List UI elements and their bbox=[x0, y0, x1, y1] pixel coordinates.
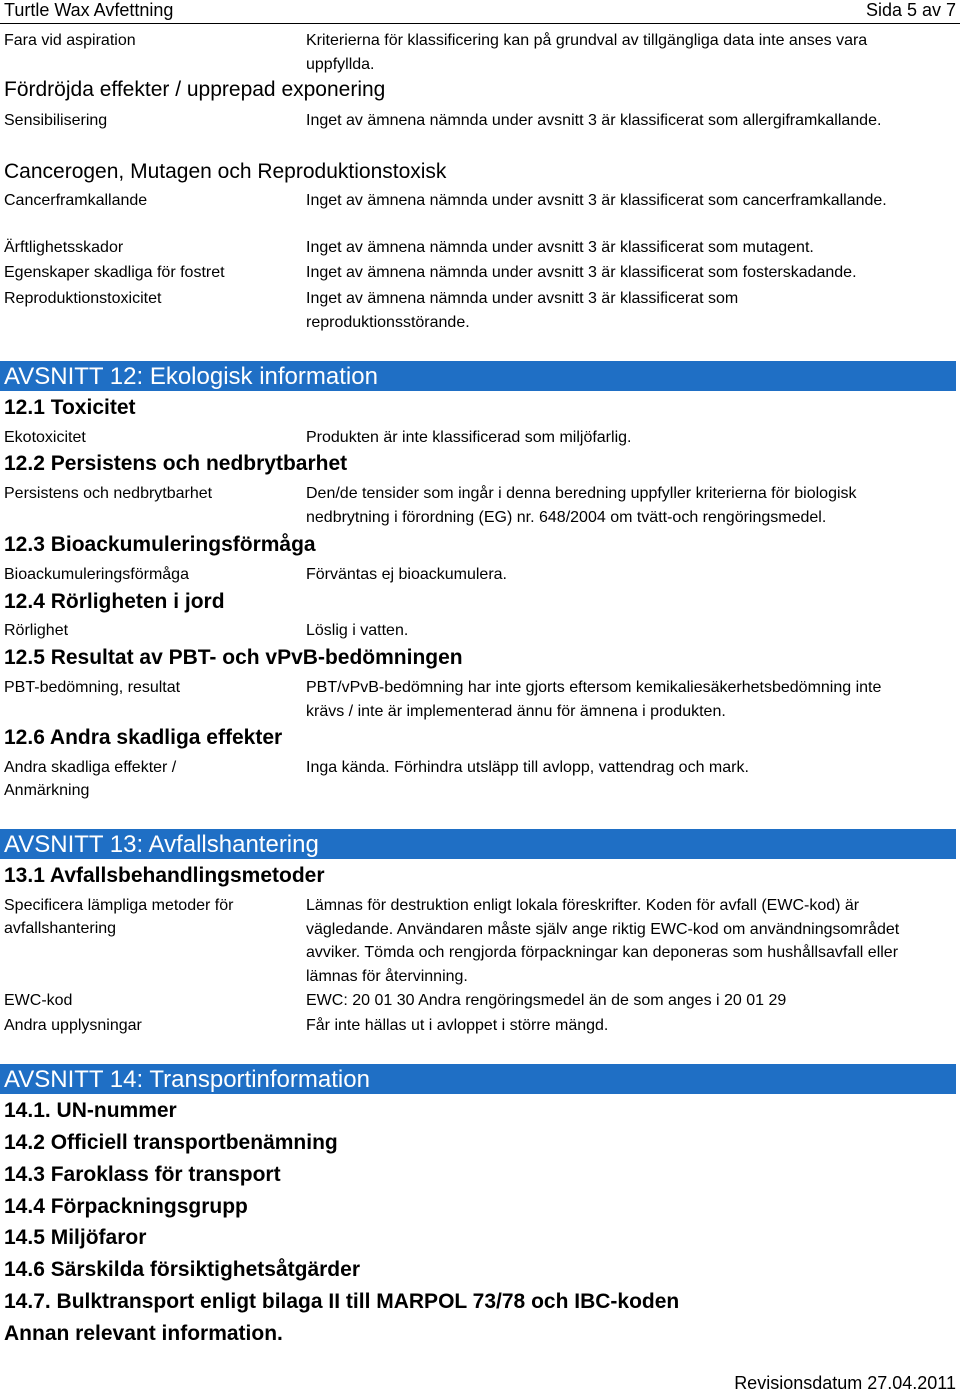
other-effects-label: Andra skadliga effekter / Anmärkning bbox=[4, 759, 177, 799]
fetotoxic-label: Egenskaper skadliga för fostret bbox=[4, 264, 225, 281]
bioaccumulation-label: Bioackumuleringsförmåga bbox=[4, 566, 189, 583]
bioaccumulation-heading: 12.3 Bioackumuleringsförmåga bbox=[4, 533, 316, 556]
waste-methods-heading: 13.1 Avfallsbehandlingsmetoder bbox=[4, 864, 325, 887]
other-effects-value: Inga kända. Förhindra utsläpp till avlopp, vattendrag och mark. bbox=[306, 759, 749, 776]
mutagenic-label: Ärftlighetsskador bbox=[4, 239, 124, 256]
fetotoxic-value: Inget av ämnena nämnda under avsnitt 3 är klassificerat som fosterskadande. bbox=[306, 264, 857, 281]
document-title: Turtle Wax Avfettning bbox=[4, 0, 174, 20]
pbt-value: PBT/vPvB-bedömning har inte gjorts eftersom kemikaliesäkerhetsbedömning inte krävs / inte är implementerad ännu för ämnena i produkten. bbox=[306, 679, 882, 720]
ecotoxicity-label: Ekotoxicitet bbox=[4, 429, 86, 446]
section-14-title: AVSNITT 14: Transportinformation bbox=[0, 1064, 956, 1094]
reprotoxic-value: Inget av ämnena nämnda under avsnitt 3 är klassificerat som reproduktionsstörande. bbox=[306, 290, 739, 331]
sensitization-label: Sensibilisering bbox=[4, 112, 108, 129]
shipping-name-heading: 14.2 Officiell transportbenämning bbox=[4, 1131, 338, 1154]
reprotoxic-label: Reproduktionstoxicitet bbox=[4, 290, 162, 307]
packing-group-heading: 14.4 Förpackningsgrupp bbox=[4, 1195, 248, 1218]
other-relevant-info-heading: Annan relevant information. bbox=[4, 1322, 283, 1345]
aspiration-label: Fara vid aspiration bbox=[4, 32, 136, 49]
revision-date: Revisionsdatum 27.04.2011 bbox=[734, 1373, 956, 1393]
special-precautions-heading: 14.6 Särskilda försiktighetsåtgärder bbox=[4, 1258, 360, 1281]
pbt-heading: 12.5 Resultat av PBT- och vPvB-bedömningen bbox=[4, 646, 463, 669]
cmr-heading: Cancerogen, Mutagen och Reproduktionstoxisk bbox=[4, 160, 447, 183]
page-number: Sida 5 av 7 bbox=[865, 0, 956, 20]
carcinogenic-label: Cancerframkallande bbox=[4, 192, 148, 209]
bulk-transport-heading: 14.7. Bulktransport enligt bilaga II till MARPOL 73/78 och IBC-koden bbox=[4, 1290, 680, 1313]
disposal-methods-label: Specificera lämpliga metoder för avfallshantering bbox=[4, 897, 234, 937]
delayed-effects-heading: Fördröjda effekter / upprepad exponering bbox=[4, 78, 386, 101]
un-number-heading: 14.1. UN-nummer bbox=[4, 1099, 177, 1122]
carcinogenic-value: Inget av ämnena nämnda under avsnitt 3 är klassificerat som cancerframkallande. bbox=[306, 192, 887, 209]
ewc-code-label: EWC-kod bbox=[4, 992, 73, 1009]
toxicity-heading: 12.1 Toxicitet bbox=[4, 396, 136, 419]
mobility-value: Löslig i vatten. bbox=[306, 622, 409, 639]
persistence-heading: 12.2 Persistens och nedbrytbarhet bbox=[4, 452, 348, 475]
mobility-heading: 12.4 Rörligheten i jord bbox=[4, 590, 225, 613]
other-effects-heading: 12.6 Andra skadliga effekter bbox=[4, 726, 283, 749]
environmental-hazards-heading: 14.5 Miljöfaror bbox=[4, 1226, 147, 1249]
section-13-title: AVSNITT 13: Avfallshantering bbox=[0, 829, 956, 859]
section-12-title: AVSNITT 12: Ekologisk information bbox=[0, 361, 956, 391]
disposal-methods-value: Lämnas för destruktion enligt lokala föreskrifter. Koden för avfall (EWC-kod) är vägledande. Användaren måste själv ange riktig EWC-kod om användningsområdet avviker. Tömda och rengjorda förpackningar kan deponeras som hushållsavfall eller lämnas för återvinning. bbox=[306, 897, 900, 985]
ewc-code-value: EWC: 20 01 30 Andra rengöringsmedel än de som anges i 20 01 29 bbox=[306, 992, 787, 1009]
persistence-value: Den/de tensider som ingår i denna beredning uppfyller kriterierna för biologisk nedbrytning i förordning (EG) nr. 648/2004 om tvätt-och rengöringsmedel. bbox=[306, 485, 857, 526]
ecotoxicity-value: Produkten är inte klassificerad som miljöfarlig. bbox=[306, 429, 632, 446]
other-info-value: Får inte hällas ut i avloppet i större mängd. bbox=[306, 1017, 609, 1034]
bioaccumulation-value: Förväntas ej bioackumulera. bbox=[306, 566, 507, 583]
pbt-label: PBT-bedömning, resultat bbox=[4, 679, 181, 696]
mobility-label: Rörlighet bbox=[4, 622, 69, 639]
aspiration-value: Kriterierna för klassificering kan på grundval av tillgängliga data inte anses vara uppfyllda. bbox=[306, 32, 868, 73]
sensitization-value: Inget av ämnena nämnda under avsnitt 3 är klassificerat som allergiframkallande. bbox=[306, 112, 882, 129]
persistence-label: Persistens och nedbrytbarhet bbox=[4, 485, 213, 502]
other-info-label: Andra upplysningar bbox=[4, 1017, 142, 1034]
header-divider bbox=[0, 23, 960, 24]
mutagenic-value: Inget av ämnena nämnda under avsnitt 3 är klassificerat som mutagent. bbox=[306, 239, 814, 256]
hazard-class-heading: 14.3 Faroklass för transport bbox=[4, 1163, 281, 1186]
